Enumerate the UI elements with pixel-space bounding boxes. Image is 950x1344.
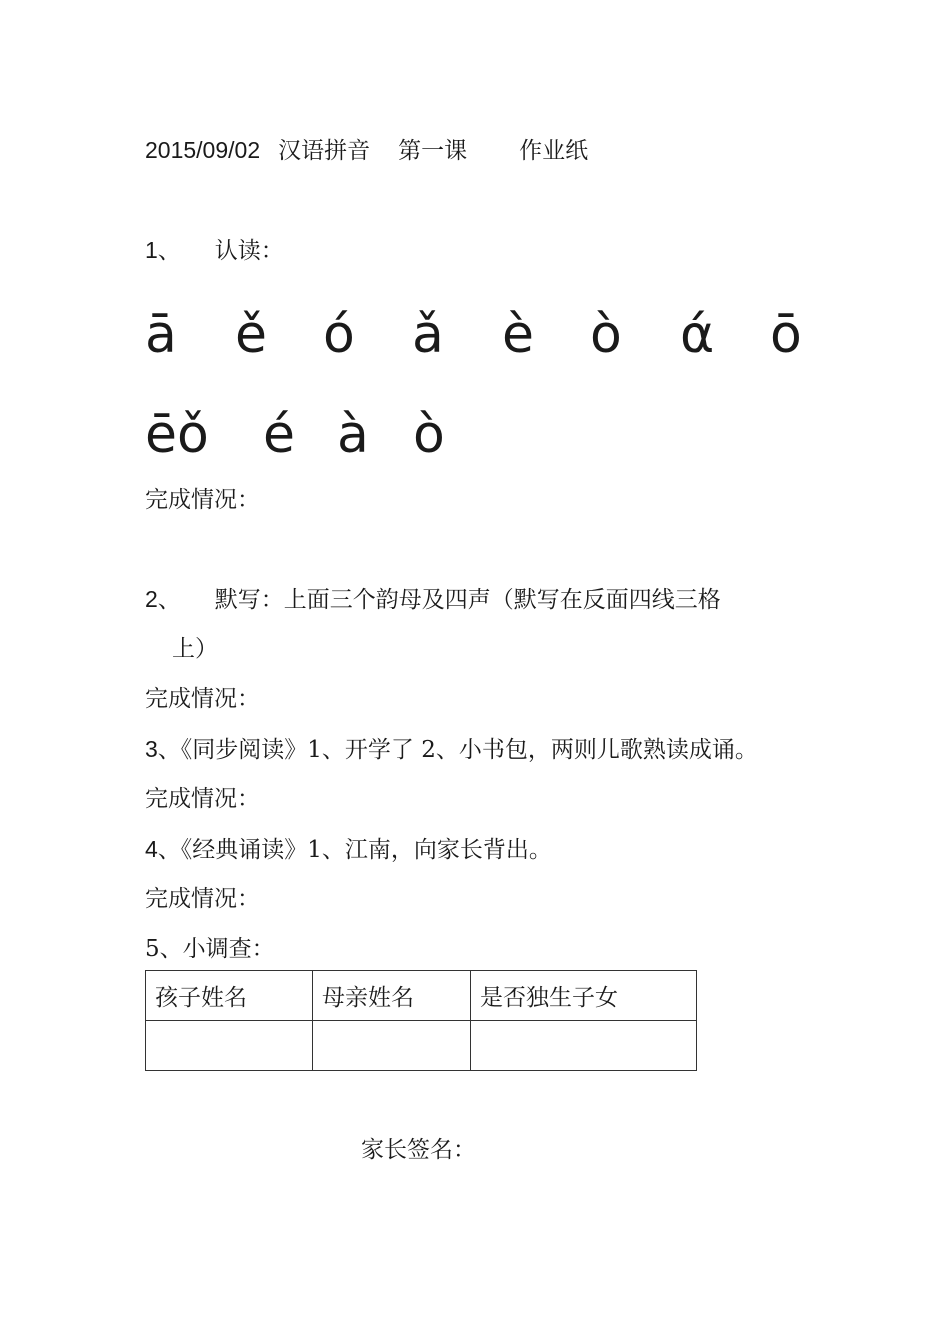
pinyin-row2-syllable: é (263, 405, 295, 465)
pinyin-row1-syllable: ǎ (412, 305, 444, 365)
q2-number: 2、 (145, 586, 181, 612)
q2-heading (145, 584, 721, 615)
title-subject: 汉语拼音 (278, 138, 371, 164)
survey-cell-mother-name[interactable] (313, 1021, 471, 1071)
q4-status: 完成情况： (145, 886, 260, 912)
survey-header-row (146, 971, 697, 1021)
survey-cell-only-child[interactable] (471, 1021, 697, 1071)
survey-table (145, 970, 697, 1071)
title-doc-type: 作业纸 (519, 138, 589, 164)
q1-label: 认读： (214, 238, 284, 264)
q2-text-line1: 默写：上面三个韵母及四声（默写在反面四线三格 (214, 587, 721, 613)
q1-heading (145, 235, 284, 266)
q1-pinyin-row-2 (145, 405, 545, 465)
pinyin-row1-syllable: ā (145, 305, 177, 365)
survey-cell-child-name[interactable] (146, 1021, 313, 1071)
q1-status: 完成情况： (145, 487, 260, 513)
title-lesson: 第一课 (398, 138, 468, 164)
pinyin-row1-syllable: è (502, 305, 534, 365)
pinyin-row2-syllable: à (337, 405, 369, 465)
q3-status: 完成情况： (145, 786, 260, 812)
survey-header-only-child: 是否独生子女 (471, 971, 697, 1021)
q3-number: 3、 (145, 736, 181, 762)
q1-pinyin-row-1 (145, 305, 845, 365)
pinyin-row2-syllable: ēǒ (145, 405, 209, 465)
pinyin-row1-syllable: ó (323, 305, 355, 365)
pinyin-row1-syllable: ά (680, 305, 715, 365)
q5-title: 5、小调查： (145, 936, 275, 962)
q2-text-line2: 上） (172, 636, 218, 662)
q4-heading (145, 834, 552, 865)
title-date: 2015/09/02 (145, 137, 261, 163)
pinyin-row1-syllable: ě (235, 305, 267, 365)
survey-header-child-name: 孩子姓名 (146, 971, 313, 1021)
pinyin-row1-syllable: ò (590, 305, 622, 365)
q3-heading (145, 734, 758, 765)
q4-text: 《经典诵读》1、江南，向家长背出。 (180, 837, 552, 863)
worksheet-title (145, 135, 588, 166)
q2-status: 完成情况： (145, 686, 260, 712)
q4-number: 4、 (145, 836, 181, 862)
parent-signature-label: 家长签名： (361, 1137, 476, 1163)
survey-answer-row (146, 1021, 697, 1071)
pinyin-row2-syllable: ò (413, 405, 445, 465)
survey-header-mother-name: 母亲姓名 (313, 971, 471, 1021)
pinyin-row1-syllable: ō (770, 305, 802, 365)
q1-number: 1、 (145, 237, 181, 263)
q3-text: 《同步阅读》1、开学了 2、小书包，两则儿歌熟读成诵。 (180, 737, 758, 763)
